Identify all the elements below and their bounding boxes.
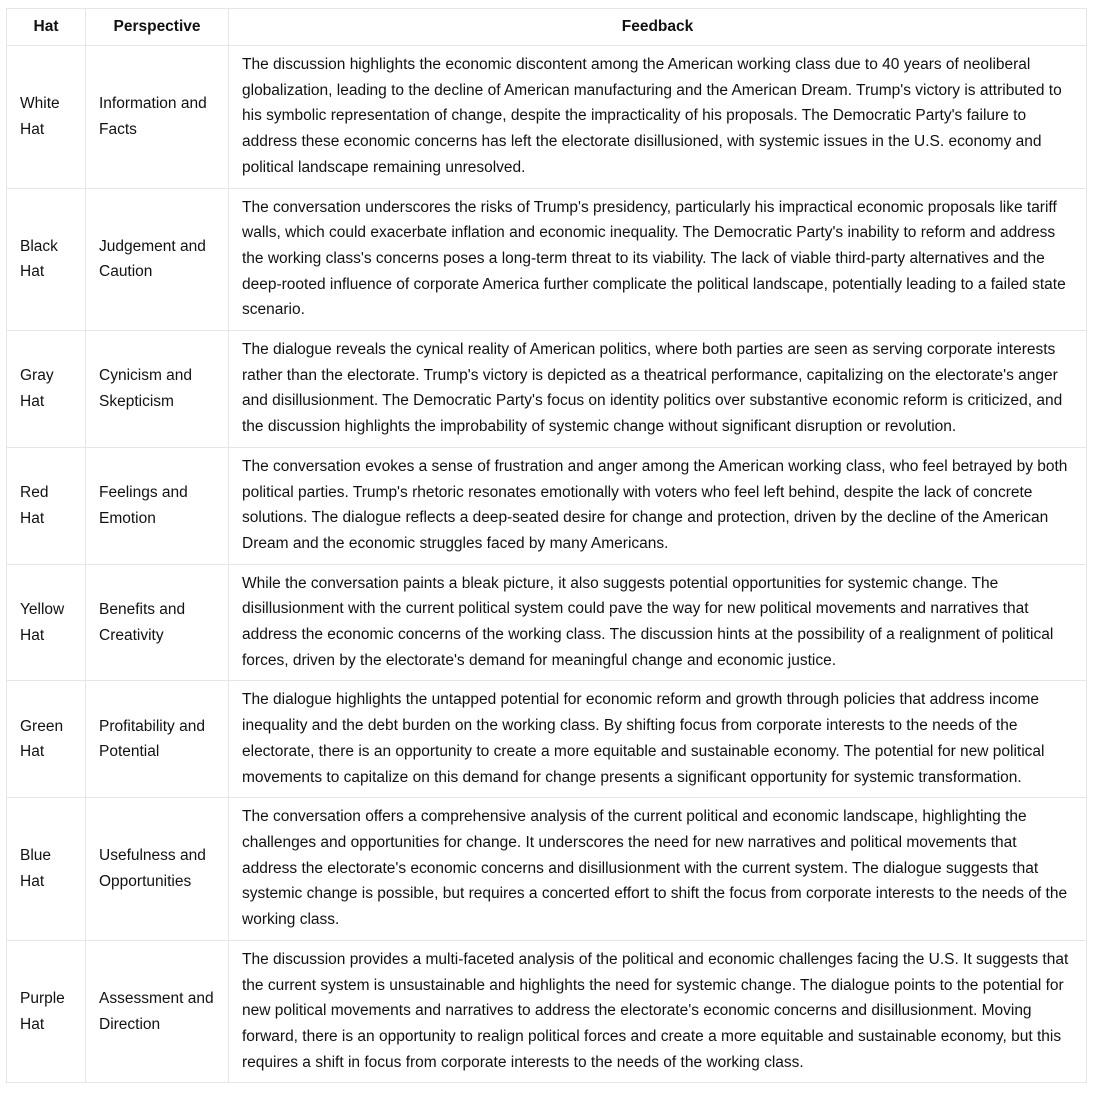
table-row (7, 447, 1087, 564)
hat-cell: Yellow Hat (7, 564, 86, 681)
hat-cell: Green Hat (7, 681, 86, 798)
header-hat: Hat (7, 9, 86, 46)
perspective-cell: Profitability and Potential (86, 681, 229, 798)
feedback-cell: The conversation evokes a sense of frustration and anger among the American working class, who feel betrayed by both political parties. Trump's rhetoric resonates emotionally with voters who feel left behind, despite the lack of concrete solutions. The dialogue reflects a deep-seated desire for change and protection, driven by the decline of the American Dream and the economic struggles faced by many Americans. (229, 447, 1087, 564)
six-hats-table (6, 8, 1087, 1083)
feedback-cell: The discussion provides a multi-faceted analysis of the political and economic challenges facing the U.S. It suggests that the current system is unsustainable and highlights the need for systemic change. The dialogue points to the potential for new political movements and narratives to address the electorate's economic concerns and disillusionment. Moving forward, there is an opportunity to realign political forces and create a more equitable and sustainable economy, but this requires a shift in focus from corporate interests to the needs of the working class. (229, 940, 1087, 1083)
table-row (7, 46, 1087, 189)
hat-cell: Red Hat (7, 447, 86, 564)
header-perspective: Perspective (86, 9, 229, 46)
hat-cell: Black Hat (7, 188, 86, 331)
table-row (7, 681, 1087, 798)
perspective-cell: Assessment and Direction (86, 940, 229, 1083)
hat-cell: Gray Hat (7, 331, 86, 448)
perspective-cell: Usefulness and Opportunities (86, 798, 229, 941)
feedback-cell: The conversation offers a comprehensive analysis of the current political and economic landscape, highlighting the challenges and opportunities for change. It underscores the need for new narratives and political movements that address the electorate's economic concerns and disillusionment with the current system. The dialogue suggests that systemic change is possible, but requires a concerted effort to shift the focus from corporate interests to the needs of the working class. (229, 798, 1087, 941)
perspective-cell: Information and Facts (86, 46, 229, 189)
feedback-cell: While the conversation paints a bleak picture, it also suggests potential opportunities for systemic change. The disillusionment with the current political system could pave the way for new political movements and narratives that address the economic concerns of the working class. The discussion hints at the possibility of a realignment of political forces, driven by the electorate's demand for meaningful change and economic justice. (229, 564, 1087, 681)
table-row (7, 331, 1087, 448)
hat-cell: Purple Hat (7, 940, 86, 1083)
feedback-cell: The dialogue reveals the cynical reality of American politics, where both parties are seen as serving corporate interests rather than the electorate. Trump's victory is depicted as a theatrical performance, capitalizing on the electorate's anger and disillusionment. The Democratic Party's focus on identity politics over substantive economic reform is criticized, and the discussion highlights the improbability of systemic change without significant disruption or revolution. (229, 331, 1087, 448)
table-row (7, 798, 1087, 941)
feedback-cell: The conversation underscores the risks of Trump's presidency, particularly his impractical economic proposals like tariff walls, which could exacerbate inflation and economic inequality. The Democratic Party's inability to reform and address the working class's concerns poses a long-term threat to its viability. The lack of viable third-party alternatives and the deep-rooted influence of corporate America further complicate the political landscape, potentially leading to a failed state scenario. (229, 188, 1087, 331)
header-row (7, 9, 1087, 46)
table-header (7, 9, 1087, 46)
table-row (7, 564, 1087, 681)
feedback-cell: The discussion highlights the economic discontent among the American working class due to 40 years of neoliberal globalization, leading to the decline of American manufacturing and the American Dream. Trump's victory is attributed to his symbolic representation of change, despite the impracticality of his proposals. The Democratic Party's failure to address these economic concerns has left the electorate disillusioned, with systemic issues in the U.S. economy and political landscape remaining unresolved. (229, 46, 1087, 189)
hat-cell: Blue Hat (7, 798, 86, 941)
table-row (7, 940, 1087, 1083)
header-feedback: Feedback (229, 9, 1087, 46)
table-body (7, 46, 1087, 1083)
table-row (7, 188, 1087, 331)
perspective-cell: Judgement and Caution (86, 188, 229, 331)
feedback-cell: The dialogue highlights the untapped potential for economic reform and growth through policies that address income inequality and the debt burden on the working class. By shifting focus from corporate interests to the needs of the electorate, there is an opportunity to create a more equitable and sustainable economy. The potential for new political movements to capitalize on this demand for change presents a significant opportunity for systemic transformation. (229, 681, 1087, 798)
hat-cell: White Hat (7, 46, 86, 189)
perspective-cell: Benefits and Creativity (86, 564, 229, 681)
perspective-cell: Feelings and Emotion (86, 447, 229, 564)
perspective-cell: Cynicism and Skepticism (86, 331, 229, 448)
